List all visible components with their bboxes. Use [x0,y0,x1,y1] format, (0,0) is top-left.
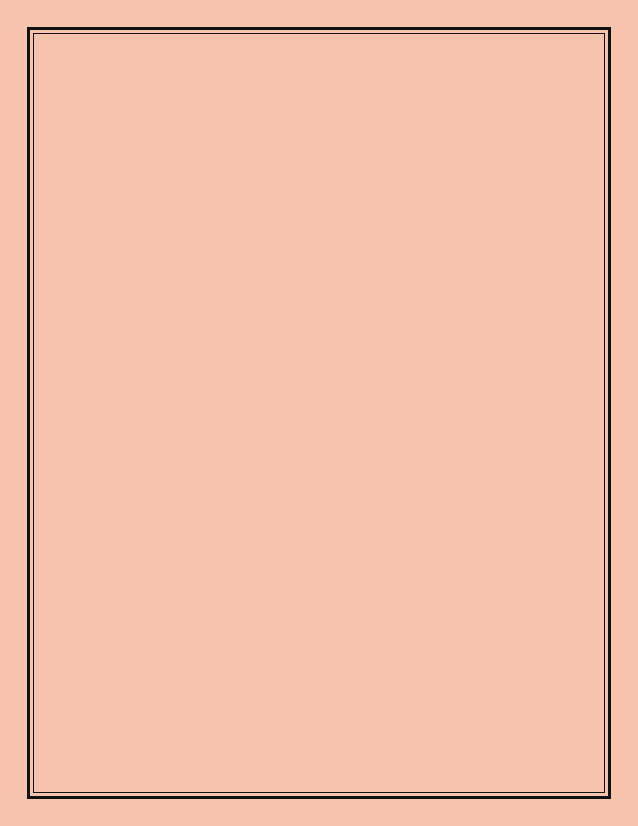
page-border [27,27,611,799]
